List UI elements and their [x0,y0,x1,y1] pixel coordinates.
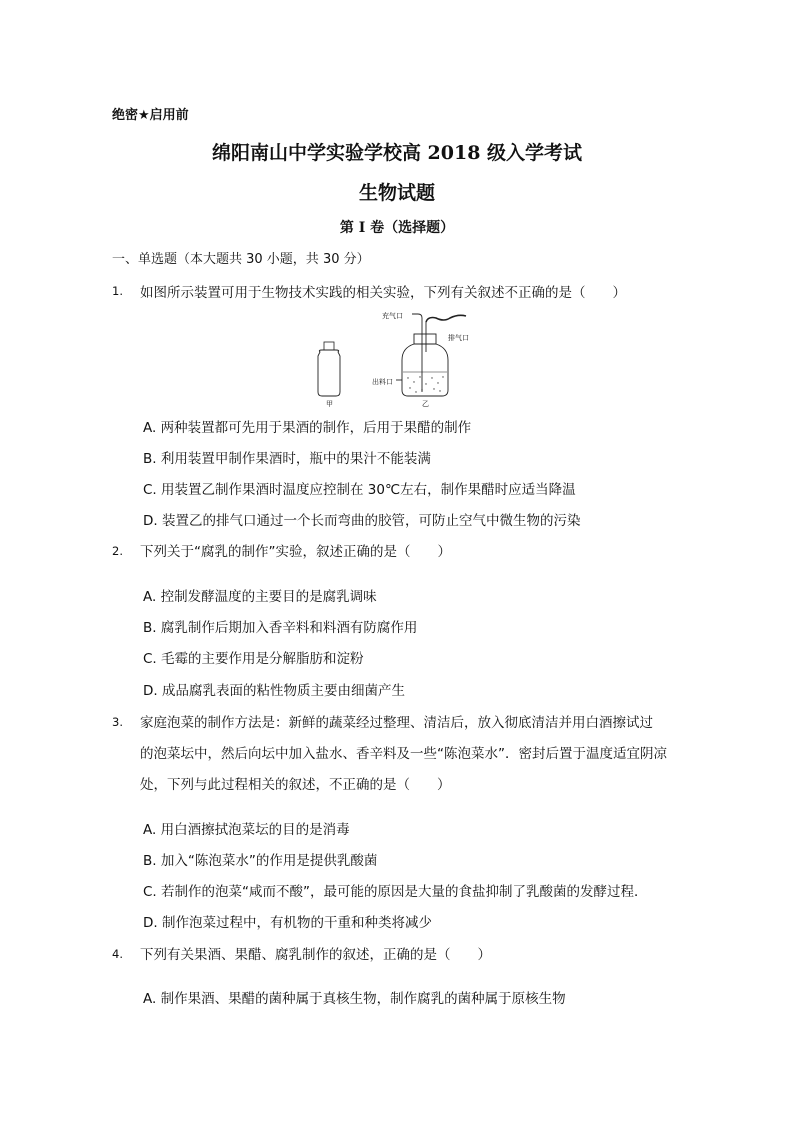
exam-subject: 生物试题 [358,182,435,204]
question-stem-line-1: 家庭泡菜的制作方法是：新鲜的蔬菜经过整理、清洁后，放入彻底清洁并用白酒擦试过 [140,715,653,731]
question-number: 4. [112,947,123,961]
bottle-jia [318,342,340,396]
part-heading: 第 I 卷（选择题） [339,220,455,236]
option-b: B. 利用装置甲制作果酒时，瓶中的果汁不能装满 [143,451,431,467]
secret-mark: 绝密★启用前 [112,108,189,123]
question-stem: 下列关于“腐乳的制作”实验，叙述正确的是（ ） [140,544,451,560]
question-number: 1. [112,284,123,298]
question-stem: 如图所示装置可用于生物技术实践的相关实验，下列有关叙述不正确的是（ ） [140,285,626,301]
label-outlet: 出料口 [372,378,393,386]
option-d: D. 成品腐乳表面的粘性物质主要由细菌产生 [143,683,405,699]
question-2 [112,543,140,559]
question-number: 3. [112,715,123,729]
label-exhaust: 排气口 [448,334,469,342]
option-b: B. 加入“陈泡菜水”的作用是提供乳酸菌 [143,853,378,869]
label-inlet: 充气口 [382,312,403,320]
question-1 [112,283,140,299]
question-3 [112,714,140,730]
option-c: C. 若制作的泡菜“咸而不酸”，最可能的原因是大量的食盐抑制了乳酸菌的发酵过程． [143,884,648,900]
question-4 [112,946,140,962]
option-b: B. 腐乳制作后期加入香辛料和料酒有防腐作用 [143,620,418,636]
option-d: D. 装置乙的排气口通过一个长而弯曲的胶管，可防止空气中微生物的污染 [143,513,581,529]
question-stem-line-3: 处，下列与此过程相关的叙述，不正确的是（ ） [140,777,451,793]
option-c: C. 用装置乙制作果酒时温度应控制在 30℃左右，制作果醋时应适当降温 [143,482,576,498]
section-heading: 一、单选题（本大题共 30 小题，共 30 分） [112,252,370,267]
option-c: C. 毛霉的主要作用是分解脂肪和淀粉 [143,651,364,667]
option-a: A. 两种装置都可先用于果酒的制作，后用于果醋的制作 [143,420,472,436]
exam-title: 绵阳南山中学实验学校高 2018 级入学考试 [211,142,583,164]
label-jia: 甲 [326,400,333,408]
question-stem-line-2: 的泡菜坛中，然后向坛中加入盐水、香辛料及一些“陈泡菜水”．密封后置于温度适宜阴凉 [140,746,667,762]
label-yi: 乙 [422,400,429,408]
option-d: D. 制作泡菜过程中，有机物的干重和种类将减少 [143,915,432,931]
fermentation-apparatus-figure [310,312,490,408]
question-number: 2. [112,544,123,558]
question-stem: 下列有关果酒、果醋、腐乳制作的叙述，正确的是（ ） [140,947,491,963]
option-a: A. 用白酒擦拭泡菜坛的目的是消毒 [143,822,350,838]
option-a: A. 控制发酵温度的主要目的是腐乳调味 [143,589,377,605]
bottle-yi [396,314,466,396]
option-a: A. 制作果酒、果醋的菌种属于真核生物，制作腐乳的菌种属于原核生物 [143,991,566,1007]
